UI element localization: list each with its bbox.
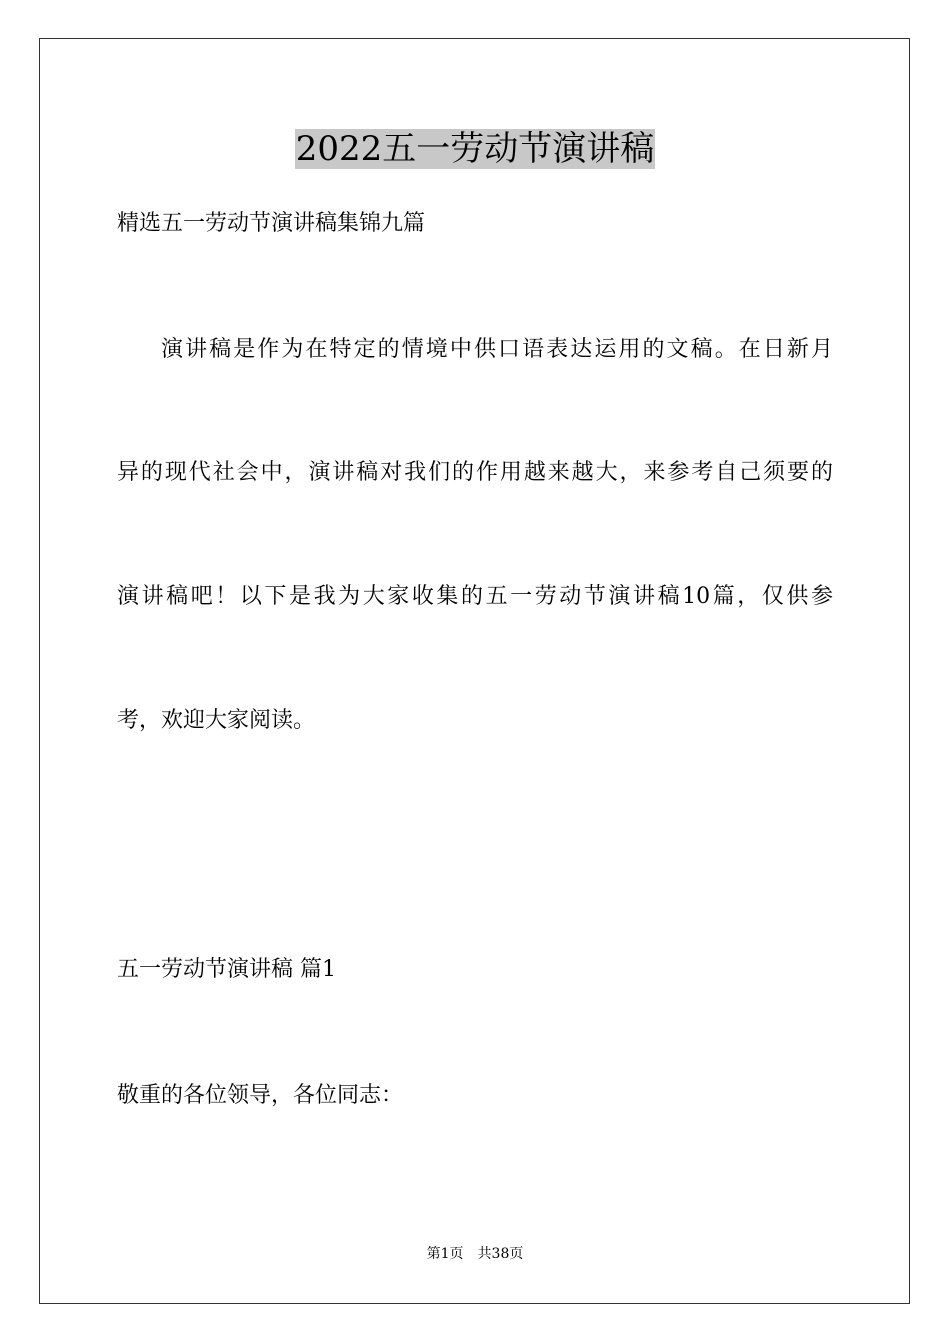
intro-line-4: 考，欢迎大家阅读。 <box>117 708 316 733</box>
intro-line-2: 异的现代社会中，演讲稿对我们的作用越来越大，来参考自己须要的 <box>117 460 833 485</box>
document-subtitle: 精选五一劳动节演讲稿集锦九篇 <box>117 211 426 236</box>
page-footer <box>0 1245 950 1263</box>
page-number-total: 共38页 <box>477 1246 524 1262</box>
page-number-current: 第1页 <box>426 1246 464 1262</box>
section-heading: 五一劳动节演讲稿 篇1 <box>117 957 336 982</box>
intro-line-1: 演讲稿是作为在特定的情境中供口语表达运用的文稿。在日新月 <box>161 337 833 362</box>
intro-line-3: 演讲稿吧！以下是我为大家收集的五一劳动节演讲稿10篇，仅供参 <box>117 584 833 609</box>
document-title-text: 2022五一劳动节演讲稿 <box>295 129 655 169</box>
salutation: 敬重的各位领导，各位同志： <box>117 1083 404 1108</box>
document-title <box>0 127 950 171</box>
